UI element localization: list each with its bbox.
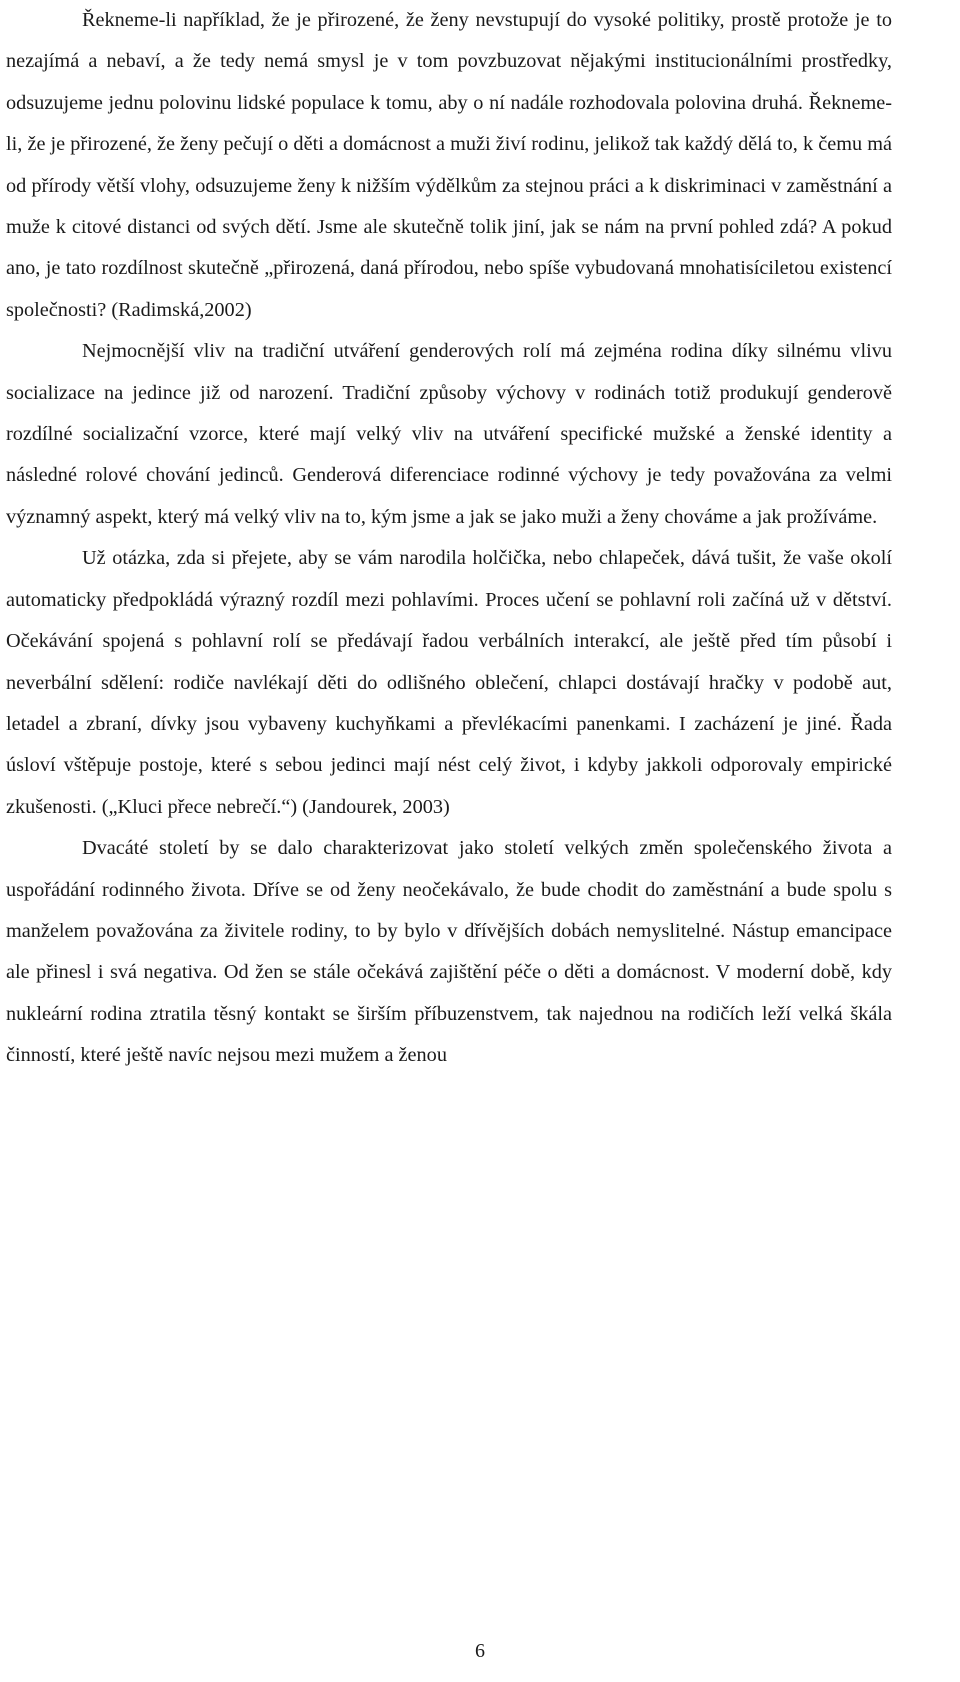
paragraph-3: Už otázka, zda si přejete, aby se vám narodila holčička, nebo chlapeček, dává tušit, že vaše okolí automaticky předpokládá výrazný rozdíl mezi pohlavími. Proces učení se pohlavní roli začíná už v dětství. Očekávání spojená s pohlavní rolí se předávají řadou verbálních interakcí, ale ještě před tím působí i neverbální sdělení: rodiče navlékají děti do odlišného oblečení, chlapci dostávají hračky v podobě aut, letadel a zbraní, dívky jsou vybaveny kuchyňkami a převlékacími panenkami. I zacházení je jiné. Řada úsloví vštěpuje postoje, které s sebou jedinci mají nést celý život, i kdyby jakkoli odporovaly empirické zkušenosti. („Kluci přece nebrečí.“) (Jandourek, 2003)	[6, 547, 892, 818]
paragraph-4: Dvacáté století by se dalo charakterizovat jako století velkých změn společenského života a uspořádání rodinného života. Dříve se od ženy neočekávalo, že bude chodit do zaměstnání a bude spolu s manželem považována za živitele rodiny, to by bylo v dřívějších dobách nemyslitelné. Nástup emancipace ale přinesl i svá negativa. Od žen se stále očekává zajištění péče o děti a domácnost. V moderní době, kdy nukleární rodina ztratila těsný kontakt se širším příbuzenstvem, tak najednou na rodičích leží velká škála činností, které ještě navíc nejsou mezi mužem a ženou	[6, 837, 892, 1067]
paragraph-2: Nejmocnější vliv na tradiční utváření genderových rolí má zejména rodina díky silnému vlivu socializace na jedince již od narození. Tradiční způsoby výchovy v rodinách totiž produkují genderově rozdílné socializační vzorce, které mají velký vliv na utváření specifické mužské a ženské identity a následné rolové chování jedinců. Genderová diferenciace rodinné výchovy je tedy považována za velmi významný aspekt, který má velký vliv na to, kým jsme a jak se jako muži a ženy chováme a jak prožíváme.	[6, 340, 892, 528]
paragraph-1: Řekneme-li například, že je přirozené, že ženy nevstupují do vysoké politiky, prostě protože je to nezajímá a nebaví, a že tedy nemá smysl je v tom povzbuzovat nějakými institucionálními prostředky, odsuzujeme jednu polovinu lidské populace k tomu, aby o ní nadále rozhodovala polovina druhá. Řekneme-li, že je přirozené, že ženy pečují o děti a domácnost a muži živí rodinu, jelikož tak každý dělá to, k čemu má od přírody větší vlohy, odsuzujeme ženy k nižším výdělkům za stejnou práci a k diskriminaci v zaměstnání a muže k citové distanci od svých dětí. Jsme ale skutečně tolik jiní, jak se nám na první pohled zdá? A pokud ano, je tato rozdílnost skutečně „přirozená, daná přírodou, nebo spíše vybudovaná mnohatisíciletou existencí společnosti? (Radimská,2002)	[6, 9, 892, 321]
page-number: 6	[475, 1640, 485, 1662]
body-text	[6, 0, 892, 1077]
